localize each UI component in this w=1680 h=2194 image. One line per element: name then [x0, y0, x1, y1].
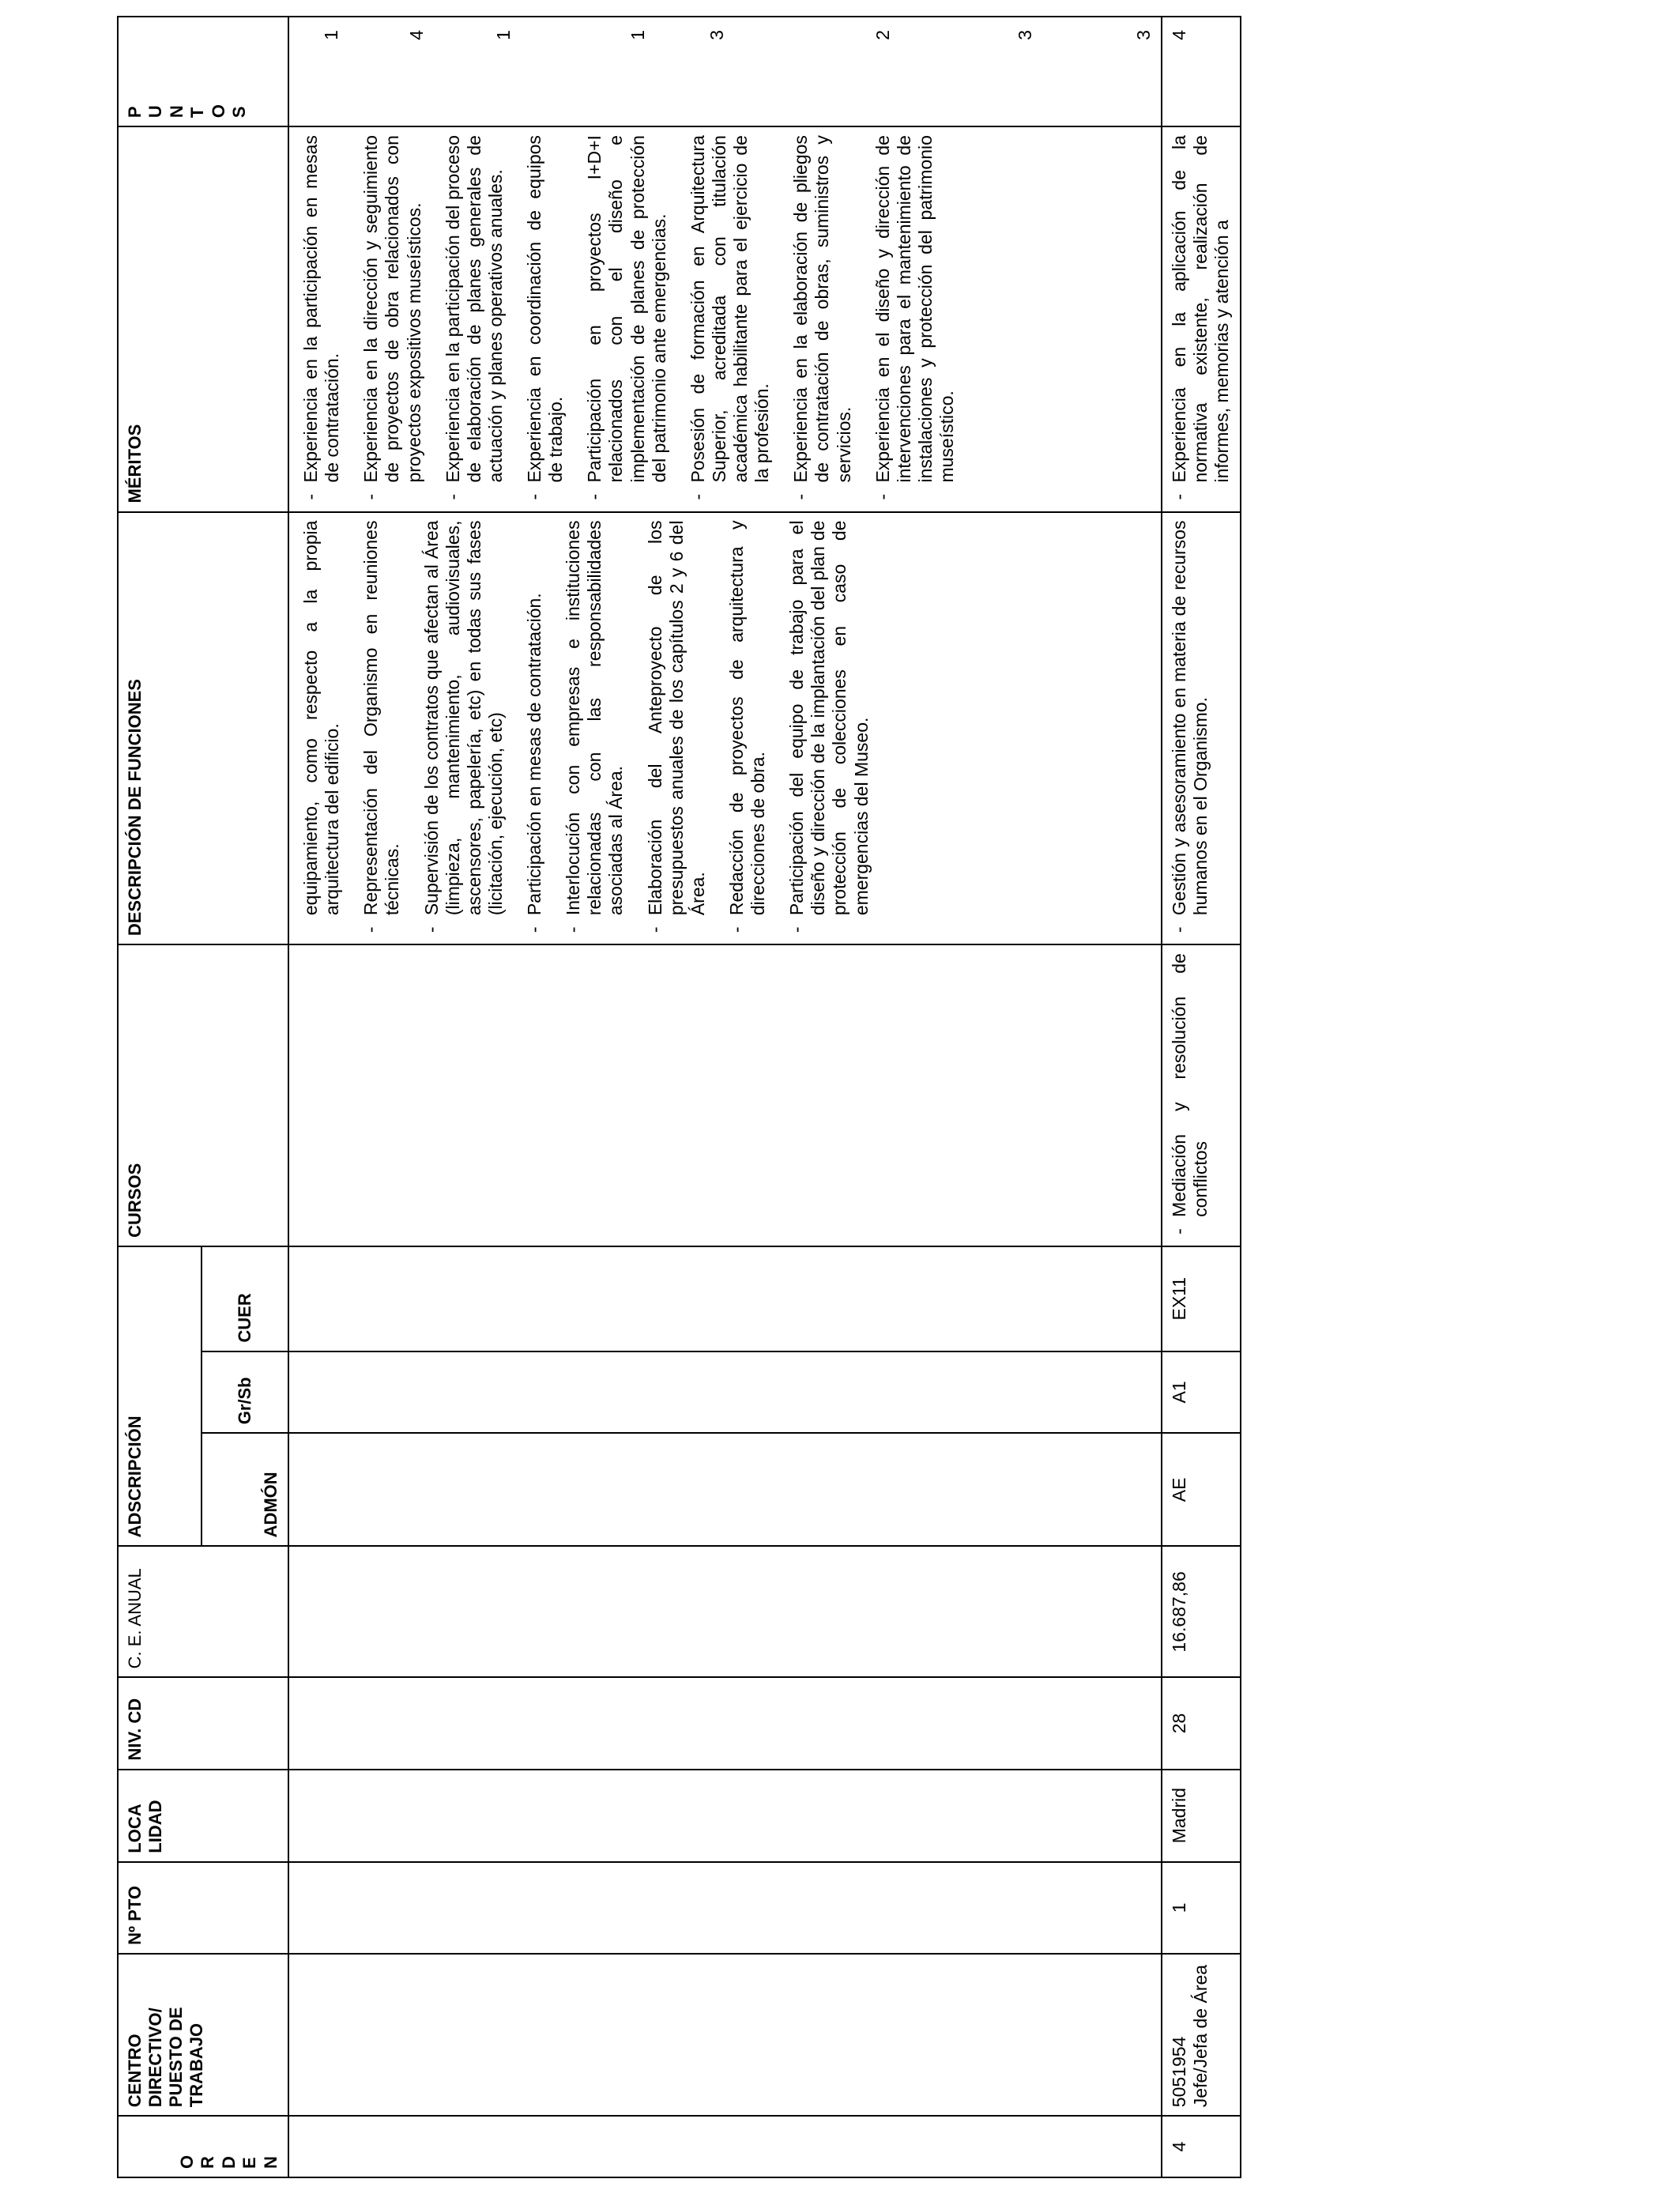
- centro-header: CENTRO DIRECTIVO/ PUESTO DE TRABAJO: [118, 1954, 288, 2116]
- list-item: - Posesión de formación en Arquitectura Superior, acreditada con titulación académica habilitante para el ejercicio de la profesión.: [687, 135, 774, 503]
- points-value: 1: [321, 30, 341, 40]
- list-item: - Experiencia en la participación en mesas de contratación.: [300, 135, 343, 503]
- centro-cell: 5051954 Jefe/Jefa de Área: [1162, 1954, 1240, 2116]
- ce-cell: 16.687,86: [1162, 1546, 1240, 1677]
- ce-header: C. E. ANUAL: [118, 1546, 288, 1677]
- points-value: 4: [406, 30, 427, 40]
- list-item: - Experiencia en la participación del proceso de elaboración de planes generales de actuación y planes operativos anuales.: [443, 135, 507, 503]
- npto-header: Nº PTO: [118, 1862, 288, 1954]
- continuation-row: [288, 17, 1162, 2177]
- list-item: - Experiencia en la elaboración de pliegos de contratación de obras, suministros y servicios.: [790, 135, 854, 503]
- list-item: - Representación del Organismo en reuniones técnicas.: [360, 521, 403, 937]
- list-item: - Redacción de proyectos de arquitectura y direcciones de obra.: [726, 521, 769, 937]
- adscripcion-header: ADSCRIPCIÓN: [118, 1246, 202, 1547]
- cursos-cell: [1162, 944, 1240, 1246]
- points-value: 1: [493, 30, 514, 40]
- npto-cell: 1: [1162, 1862, 1240, 1954]
- orden-cell: 4: [1162, 2116, 1240, 2177]
- funciones-header: DESCRIPCIÓN DE FUNCIONES: [118, 512, 288, 945]
- list-item: - Experiencia en la dirección y seguimiento de proyectos de obra relacionados con proyectos expositivos museísticos.: [360, 135, 424, 503]
- funciones-cell: [1162, 512, 1240, 945]
- list-item: - Mediación y resolución de conflictos: [1169, 953, 1211, 1238]
- points-value: 3: [1133, 30, 1154, 40]
- cursos-header: CURSOS: [118, 944, 288, 1246]
- points-value: 3: [706, 30, 727, 40]
- admon-header: ADMÓN: [202, 1433, 288, 1546]
- list-item: - Participación en proyectos I+D+I relacionados con el diseño e implementación de planes de protección del patrimonio ante emergencias.: [584, 135, 670, 503]
- points-value: 3: [1015, 30, 1035, 40]
- list-item: - Experiencia en la aplicación de la normativa existente, realización de informes, memorias y atención a: [1169, 135, 1233, 503]
- list-item: - Experiencia en el diseño y dirección de intervenciones para el mantenimiento de instalaciones y protección del patrimonio museístico.: [872, 135, 959, 503]
- grsb-cell: A1: [1162, 1351, 1240, 1434]
- list-item: - Gestión y asesoramiento en materia de recursos humanos en el Organismo.: [1169, 521, 1211, 937]
- continuation-funciones: [288, 512, 1162, 945]
- meritos-cell: [1162, 126, 1240, 511]
- table-row: [1162, 17, 1240, 2177]
- grsb-header: Gr/Sb: [202, 1351, 288, 1434]
- puntos-cell: 4: [1162, 17, 1240, 126]
- list-item: - Participación en mesas de contratación.: [524, 521, 545, 937]
- positions-table: [117, 16, 1241, 2178]
- points-value: 2: [872, 30, 893, 40]
- list-item: - Experiencia en coordinación de equipos de trabajo.: [524, 135, 567, 503]
- nivel-header: NIV. CD: [118, 1677, 288, 1769]
- list-item: equipamiento, como respecto a la propia arquitectura del edificio.: [300, 520, 343, 916]
- orden-header: O R D E N: [118, 2116, 288, 2177]
- nivel-cell: 28: [1162, 1677, 1240, 1769]
- list-item: - Elaboración del Anteproyecto de los presupuestos anuales de los capítulos 2 y 6 del Área.: [645, 521, 709, 937]
- puntos-header: P U N T O S: [118, 17, 288, 126]
- list-item: - Supervisión de los contratos que afectan al Área (limpieza, mantenimiento, audiovisuales, ascensores, papelería, etc) en todas sus fases (licitación, ejecución, etc): [421, 521, 507, 937]
- admon-cell: AE: [1162, 1433, 1240, 1546]
- cuer-header: CUER: [202, 1246, 288, 1351]
- points-value: 1: [627, 30, 648, 40]
- cuer-cell: EX11: [1162, 1246, 1240, 1351]
- localidad-header: LOCA LIDAD: [118, 1770, 288, 1862]
- localidad-cell: Madrid: [1162, 1770, 1240, 1862]
- header-row: [118, 17, 202, 2177]
- list-item: - Interlocución con empresas e instituciones relacionadas con las responsabilidades asociadas al Área.: [563, 521, 627, 937]
- list-item: - Participación del equipo de trabajo para el diseño y dirección de la implantación del plan de protección de colecciones en caso de emergencias del Museo.: [786, 521, 872, 937]
- continuation-puntos: [288, 17, 1162, 126]
- meritos-header: MÉRITOS: [118, 126, 288, 511]
- continuation-meritos: [288, 126, 1162, 511]
